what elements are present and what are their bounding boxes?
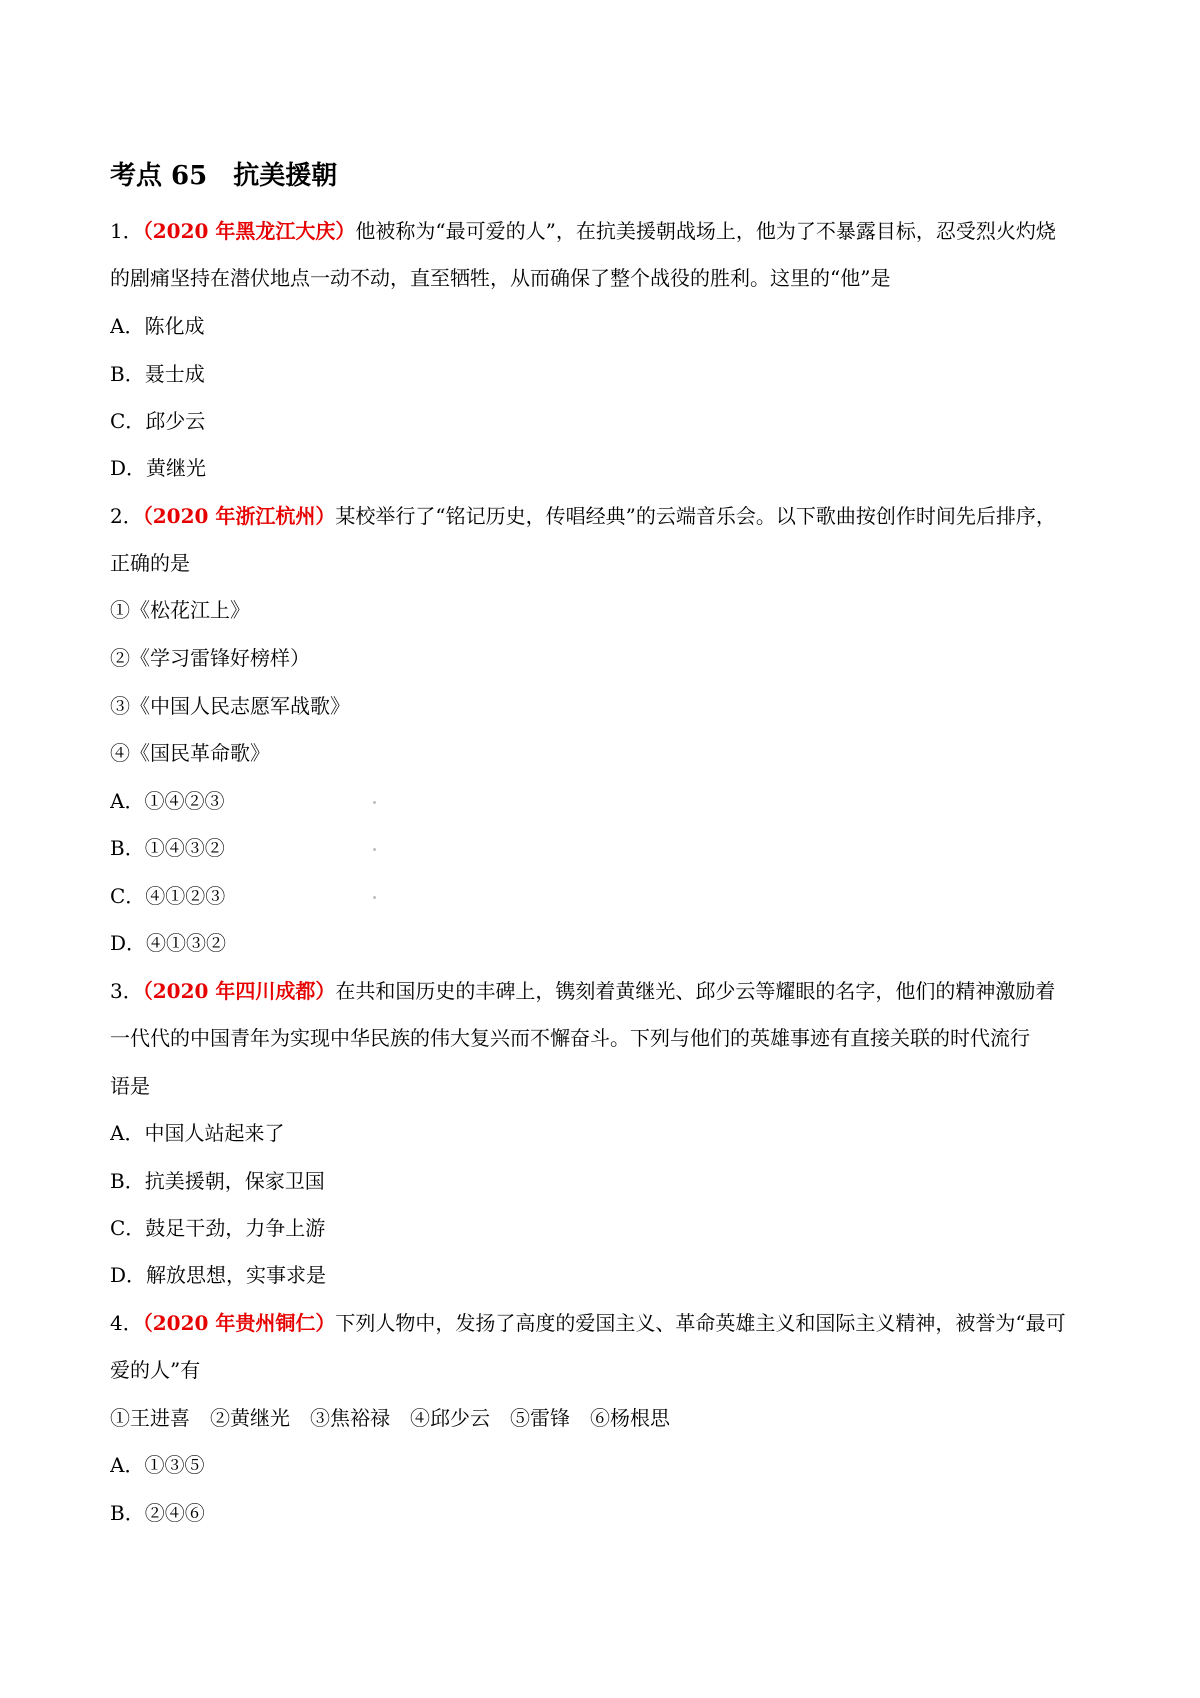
q3-stem-line2: 一代代的中国青年为实现中华民族的伟大复兴而不懈奋斗。下列与他们的英雄事迹有直接关联的时代流行 [110,1026,1030,1050]
q4-stem-line2: 爱的人”有 [110,1358,201,1382]
q2-stem-line2: 正确的是 [110,551,190,575]
q4-stem-text1: 下列人物中，发扬了高度的爱国主义、革命英雄主义和国际主义精神，被誉为“最可 [335,1311,1066,1335]
q4-stem-line1 [110,1309,1100,1337]
q1-source: （2020 年黑龙江大庆） [142,219,356,243]
q1-option-c: C．邱少云 [110,409,206,433]
q1-stem-line2: 的剧痛坚持在潜伏地点一动不动，直至牺牲，从而确保了整个战役的胜利。这里的“他”是 [110,266,891,290]
q4-option-a: A．①③⑤ [110,1453,205,1477]
q4-number: 4． [110,1311,143,1335]
q4-source: （2020 年贵州铜仁） [142,1311,336,1335]
scan-speck [373,896,376,899]
q4-option-b: B．②④⑥ [110,1501,205,1525]
q3-option-b: B．抗美援朝，保家卫国 [110,1169,325,1193]
q1-stem-line1 [110,217,1100,245]
q2-option-d: D．④①③② [110,931,227,955]
q2-source: （2020 年浙江杭州） [142,504,336,528]
title-topic: 抗美援朝 [233,161,338,191]
q2-option-b: B．①④③② [110,836,225,860]
q3-number: 3． [110,979,143,1003]
q3-option-a: A．中国人站起来了 [110,1121,285,1145]
q1-option-a: A．陈化成 [110,314,205,338]
q1-stem-text1: 他被称为“最可爱的人”，在抗美援朝战场上，他为了不暴露目标，忍受烈火灼烧 [355,219,1056,243]
scan-speck [373,848,376,851]
q2-stem-line1 [110,502,1100,530]
q3-stem-text1: 在共和国历史的丰碑上，镌刻着黄继光、邱少云等耀眼的名字，他们的精神激励着 [335,979,1056,1003]
q1-number: 1． [110,219,143,243]
q4-items: ①王进喜 ②黄继光 ③焦裕禄 ④邱少云 ⑤雷锋 ⑥杨根思 [110,1406,670,1430]
q3-source: （2020 年四川成都） [142,979,336,1003]
q3-stem-line3: 语是 [110,1074,150,1098]
q1-option-b: B．聂士成 [110,362,205,386]
q1-option-d: D．黄继光 [110,456,207,480]
q2-number: 2． [110,504,143,528]
title-kaodian: 考点 65 [110,161,208,191]
q3-stem-line1 [110,977,1100,1005]
q3-option-c: C．鼓足干劲，力争上游 [110,1216,326,1240]
page-title [110,155,337,192]
q2-item-2: ②《学习雷锋好榜样） [110,646,310,670]
q2-stem-text1: 某校举行了“铭记历史，传唱经典”的云端音乐会。以下歌曲按创作时间先后排序， [335,504,1056,528]
q2-item-1: ①《松花江上》 [110,598,250,622]
q2-option-a: A．①④②③ [110,789,225,813]
q2-option-c: C．④①②③ [110,884,226,908]
q2-item-4: ④《国民革命歌》 [110,741,270,765]
q2-item-3: ③《中国人民志愿军战歌》 [110,694,350,718]
scan-speck [373,801,376,804]
q3-option-d: D．解放思想，实事求是 [110,1263,327,1287]
